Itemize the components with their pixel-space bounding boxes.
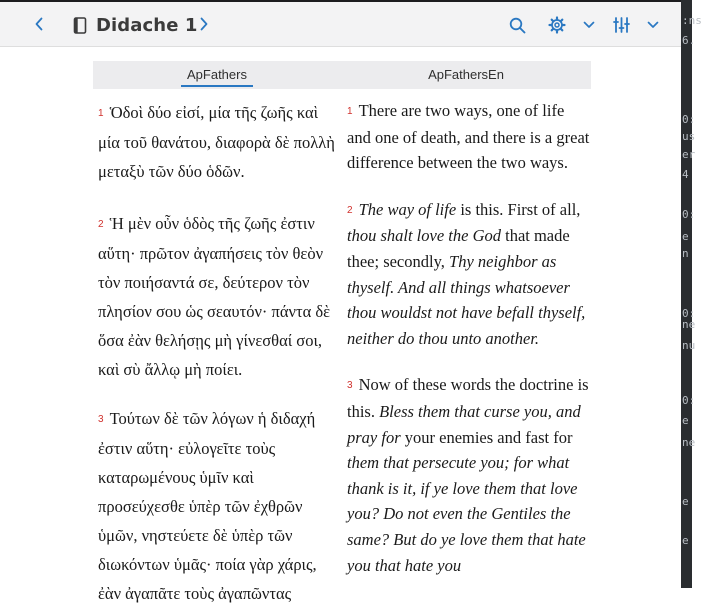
background-text-fragment: e (682, 414, 689, 427)
settings-dropdown-button[interactable] (580, 15, 598, 35)
tab-label: ApFathers (187, 67, 247, 82)
background-text-fragment: e (682, 230, 689, 243)
verse-text-segment: Bless them that curse you, and pray for (347, 401, 581, 447)
verse-number[interactable]: 2 (347, 204, 353, 216)
forward-chevron-button[interactable] (193, 13, 215, 35)
greek-verse-3 (98, 404, 338, 608)
chevron-down-icon (583, 21, 595, 29)
background-text-fragment: 0: (682, 113, 696, 126)
background-text-fragment: n (682, 247, 689, 260)
toolbar (0, 2, 681, 47)
verse-text-segment: thou shalt love the God (347, 226, 501, 246)
greek-verse-1 (98, 98, 338, 186)
active-tab-indicator (181, 85, 253, 87)
gear-icon (548, 16, 566, 34)
verse-text-segment: Now of these words the doctrine is this. (347, 375, 589, 421)
settings-button[interactable] (545, 13, 569, 37)
verse-text: Ἡ μὲν οὖν ὁδὸς τῆς ζωῆς ἐστιν αὕτη· πρῶτον ἀγαπήσεις τὸν θεὸν τὸν ποιήσαντά σε, δεύτερον τὸν πλησίον σου ὡς σεαυτόν· πάντα δὲ ὅσα ἐὰν θελήσῃς μὴ γίνεσθαί σοι, καὶ σὺ ἄλλῳ μὴ ποίει. (98, 214, 331, 379)
background-text-fragment: nu (682, 339, 696, 352)
verse-number[interactable]: 3 (347, 380, 353, 392)
back-chevron-button[interactable] (28, 13, 50, 35)
verse-number[interactable]: 1 (98, 108, 104, 119)
verse-text-segment: them that persecute you; for what thank is it, if ye love them that love you? Do not even the Gentiles the same? But do ye love them that hate you that hate you (347, 453, 586, 575)
background-editor-pane (681, 0, 702, 588)
tab-apfathersen[interactable] (421, 61, 511, 89)
verse-number[interactable]: 1 (347, 106, 353, 117)
greek-verse-2 (98, 209, 338, 384)
background-text-fragment: er (682, 148, 696, 161)
background-text-fragment: us (682, 130, 696, 143)
sliders-icon (613, 17, 630, 33)
verse-text-segment: There are two ways, one of life and one of death, and there is a great difference between the two ways. (347, 101, 590, 173)
verse-text: Τούτων δὲ τῶν λόγων ἡ διδαχή ἐστιν αὕτη· εὐλογεῖτε τοὺς καταρωμένους ὑμῖν καὶ προσεύχεσθε ὑπὲρ τῶν ἐχθρῶν ὑμῶν, νηστεύετε δὲ ὑπὲρ τῶν διωκόντων ὑμᾶς· ποία γὰρ χάρις, ἐὰν ἀγαπᾶτε τοὺς ἀγαπῶντας (98, 409, 317, 603)
chevron-down-icon (647, 21, 659, 29)
background-text-fragment: ne (682, 436, 696, 449)
background-text-fragment: 0: (682, 307, 696, 320)
background-text-fragment: :ns (682, 14, 702, 27)
background-text-fragment: 0: (682, 208, 696, 221)
background-text-fragment: e (682, 534, 689, 547)
english-verse-3 (347, 372, 591, 578)
tab-apfathers[interactable] (181, 61, 253, 89)
verse-text: Ὁδοὶ δύο εἰσί, μία τῆς ζωῆς καὶ μία τοῦ θανάτου, διαφορὰ δὲ πολλὴ μεταξὺ τῶν δύο ὁδῶν. (98, 103, 335, 181)
background-text-fragment: 6. (682, 34, 696, 47)
translation-tabs (93, 61, 591, 89)
chevron-left-icon (34, 17, 44, 31)
english-verse-2 (347, 197, 591, 352)
layout-dropdown-button[interactable] (644, 15, 662, 35)
search-icon (509, 17, 526, 34)
verse-number[interactable]: 2 (98, 219, 104, 230)
background-text-fragment: 4 (682, 168, 689, 181)
search-button[interactable] (505, 13, 529, 37)
verse-text-segment: is this. First of all, (456, 199, 581, 219)
background-text-fragment: e (682, 495, 689, 508)
greek-text-column (98, 98, 338, 608)
verse-text-segment: Thy neighbor as thyself. And all things whatsoever thou wouldst not have befall thyself, neither do thou unto another. (347, 251, 586, 348)
background-text-fragment: ne (682, 318, 696, 331)
english-verse-1 (347, 98, 591, 176)
background-text-fragment: 0: (682, 394, 696, 407)
chevron-right-icon (199, 17, 209, 31)
page-title: Didache 1 (96, 15, 198, 36)
english-text-column (347, 98, 591, 578)
layout-options-button[interactable] (609, 13, 633, 37)
verse-text-segment: that made thee; secondly, (347, 226, 570, 271)
verse-text-segment: your enemies and fast for (400, 427, 573, 447)
tab-label: ApFathersEn (428, 67, 504, 82)
verse-number[interactable]: 3 (98, 414, 104, 425)
book-icon (72, 16, 88, 34)
verse-text-segment: The way of life (358, 199, 457, 219)
